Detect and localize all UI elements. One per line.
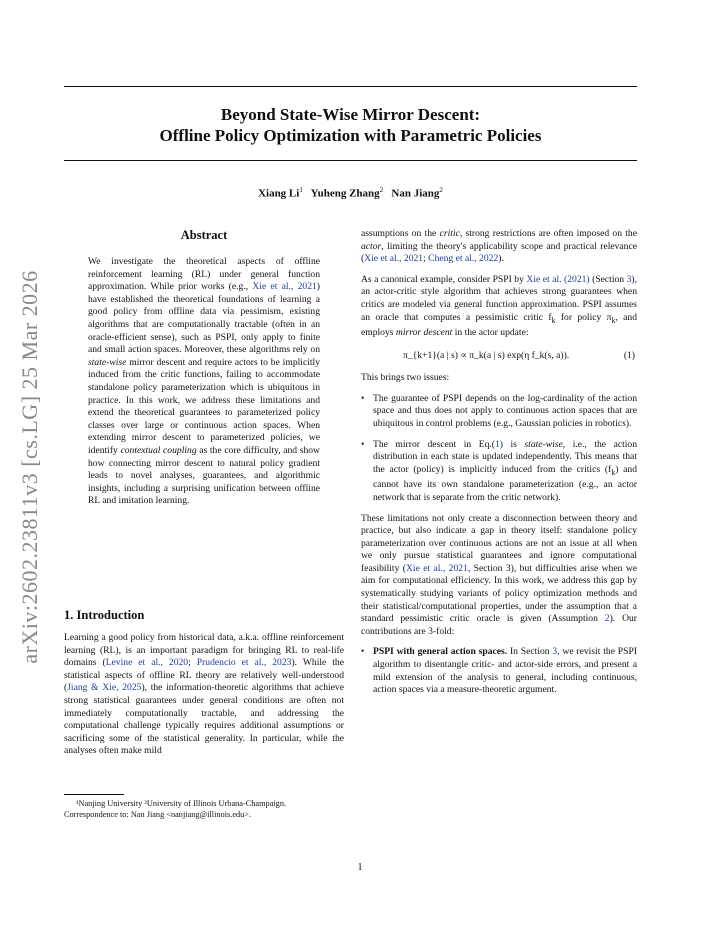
author-affiliation: 2	[439, 186, 443, 194]
list-item: • The guarantee of PSPI depends on the log-cardinality of the action space and thus does not apply to continuous action spaces that are ubiquitous in control problems (e.g., Gaussian policies in robotics).	[361, 393, 637, 431]
citation-link[interactable]: Prudencio et al., 2023	[196, 657, 292, 669]
footnote-rule	[64, 794, 124, 795]
arxiv-id: arXiv:2602.23811v3 [cs.LG] 25 Mar 2026	[17, 270, 42, 664]
author: Nan Jiang	[391, 187, 440, 200]
citation-link[interactable]: Xie et al. (2021)	[526, 273, 590, 285]
section-ref-link[interactable]: 3	[626, 273, 632, 285]
title-top-rule	[64, 86, 637, 87]
footnote	[64, 798, 349, 820]
citation-link[interactable]: Xie et al., 2021	[364, 253, 424, 265]
paper-title	[64, 104, 637, 146]
title-line-2: Offline Policy Optimization with Parametric Policies	[159, 126, 542, 145]
author-affiliation: 1	[299, 186, 303, 194]
citation-link[interactable]: Jiang & Xie, 2025	[67, 682, 142, 694]
section-ref-link[interactable]: 3	[552, 646, 558, 658]
citation-link[interactable]: Xie et al., 2021	[405, 562, 468, 574]
author: Yuheng Zhang	[310, 187, 380, 200]
list-item: • PSPI with general action spaces. In Section 3, we revisit the PSPI algorithm to disentangle critic- and actor-side errors, and present a mild extension of the analysis to general, including continuous, action spaces via a measure-theoretic argument.	[361, 646, 637, 696]
contribution-list	[361, 646, 637, 696]
citation-link[interactable]: Cheng et al., 2022	[428, 253, 499, 265]
introduction-body: Learning a good policy from historical data, a.k.a. offline reinforcement learning (RL), is an important paradigm for bringing RL to real-life domains (Levine et al., 2020; Prudencio et al., 2023). While the statistical aspects of offline RL theory are relatively well-understood (Jiang & Xie, 2025), the information-theoretic algorithms that achieve strong statistical guarantees under general conditions are often not immediately computationally tractable, and addressing the computational challenge typically requires additional assumptions or sacrificing some of the statistical generality. In particular, while the analyses often make mild	[64, 632, 344, 757]
author-list	[64, 186, 637, 200]
arxiv-sidebar	[10, 262, 50, 672]
citation-link[interactable]: Xie et al., 2021	[252, 281, 317, 293]
footnote-correspondence: Correspondence to: Nan Jiang <nanjiang@illinois.edu>.	[64, 810, 252, 819]
section-heading-introduction: 1. Introduction	[64, 608, 145, 622]
title-line-1: Beyond State-Wise Mirror Descent:	[220, 105, 481, 124]
page-number: 1	[357, 862, 363, 873]
author: Xiang Li	[258, 187, 300, 200]
assumption-ref-link[interactable]: 2	[604, 613, 610, 625]
citation-link[interactable]: Levine et al., 2020	[105, 657, 189, 669]
footnote-affiliations: ¹Nanjing University ²University of Illinois Urbana-Champaign.	[76, 799, 287, 808]
equation-1	[361, 350, 637, 363]
right-column: assumptions on the critic, strong restrictions are often imposed on the actor, limiting the theory's applicability scope and practical relevance (Xie et al., 2021; Cheng et al., 2022). As a canonical example, consider PSPI by Xie et al. (2021) (Section 3), an actor-critic style algorithm that achieves strong guarantees when critics are modeled via general function approximation. PSPI assumes an oracle that computes a pessimistic critic $f_k$ for policy $\pi_k$, and employs mirror descent in the actor update: π_{k+1}(a | s) ∝ π_k(a | s) exp(η f_k(s, a)). (1) This brings two issues: • The guarantee of PSPI depends on the log-cardinality of the action space and thus does not apply to continuous action spaces that are ubiquitous in control problems (e.g., Gaussian policies in robotics). • The mirror descent in Eq.(1) is state-wise, i.e., the action distribution in each state is updated independently. This means that the actor (policy) is implicitly induced from the critics $(f_k)$ and cannot have its own standalone parameterization (e.g., an actor network that is separate from the critic network). These limitations not only create a disconnection between theory and practice, but also indicate a gap in theory itself: standalone policy parameterization over continuous actions are not an issue at all when we only pursue statistical guarantees and ignore computational feasibility (Xie et al., 2021, Section 3), but difficulties arise when we aim for computational efficiency. In this work, we address this gap by systematically studying variants of policy optimization methods and their statistical/computational properties, under the assumption that a standard pessimistic critic oracle is given (Assumption 2). Our contributions are 3-fold: • PSPI with general action spaces. In Section 3, we revisit the PSPI algorithm to disentangle critic- and actor-side errors, and present a mild extension of the analysis to general, including continuous, action spaces via a measure-theoretic argument.	[361, 228, 637, 705]
author-affiliation: 2	[379, 186, 384, 194]
abstract-heading: Abstract	[180, 228, 228, 242]
issue-list	[361, 393, 637, 505]
equation-body: π_{k+1}(a | s) ∝ π_k(a | s) exp(η f_k(s, a)).	[403, 349, 570, 361]
equation-number: (1)	[623, 349, 635, 361]
abstract-body: We investigate the theoretical aspects of offline reinforcement learning (RL) under general function approximation. While prior works (e.g., Xie et al., 2021) have established the theoretical foundations of learning a good policy from offline data via pessimism, existing algorithms that are computationally tractable (often in an oracle-efficient sense), such as PSPI, only apply to finite and small action spaces. Moreover, these algorithms rely on state-wise mirror descent and require actors to be implicitly induced from the critic functions, failing to accommodate standalone policy parameterization which is ubiquitous in practice. In this work, we address these limitations and extend the theoretical guarantees to parameterized policy classes over large or continuous action spaces. When extending mirror descent to parameterized policies, we identify contextual coupling as the core difficulty, and show how connecting mirror descent to natural policy gradient leads to novel analyses, guarantees, and algorithmic insights, including a surprising unification between offline RL and imitation learning.	[88, 256, 320, 507]
list-item: • The mirror descent in Eq.(1) is state-wise, i.e., the action distribution in each state is updated independently. This means that the actor (policy) is implicitly induced from the critics $(f_k)$ and cannot have its own standalone parameterization (e.g., an actor network that is separate from the critic network).	[361, 439, 637, 505]
issues-intro: This brings two issues:	[361, 372, 450, 384]
equation-ref-link[interactable]: 1	[494, 438, 500, 450]
title-bottom-rule	[64, 160, 637, 161]
